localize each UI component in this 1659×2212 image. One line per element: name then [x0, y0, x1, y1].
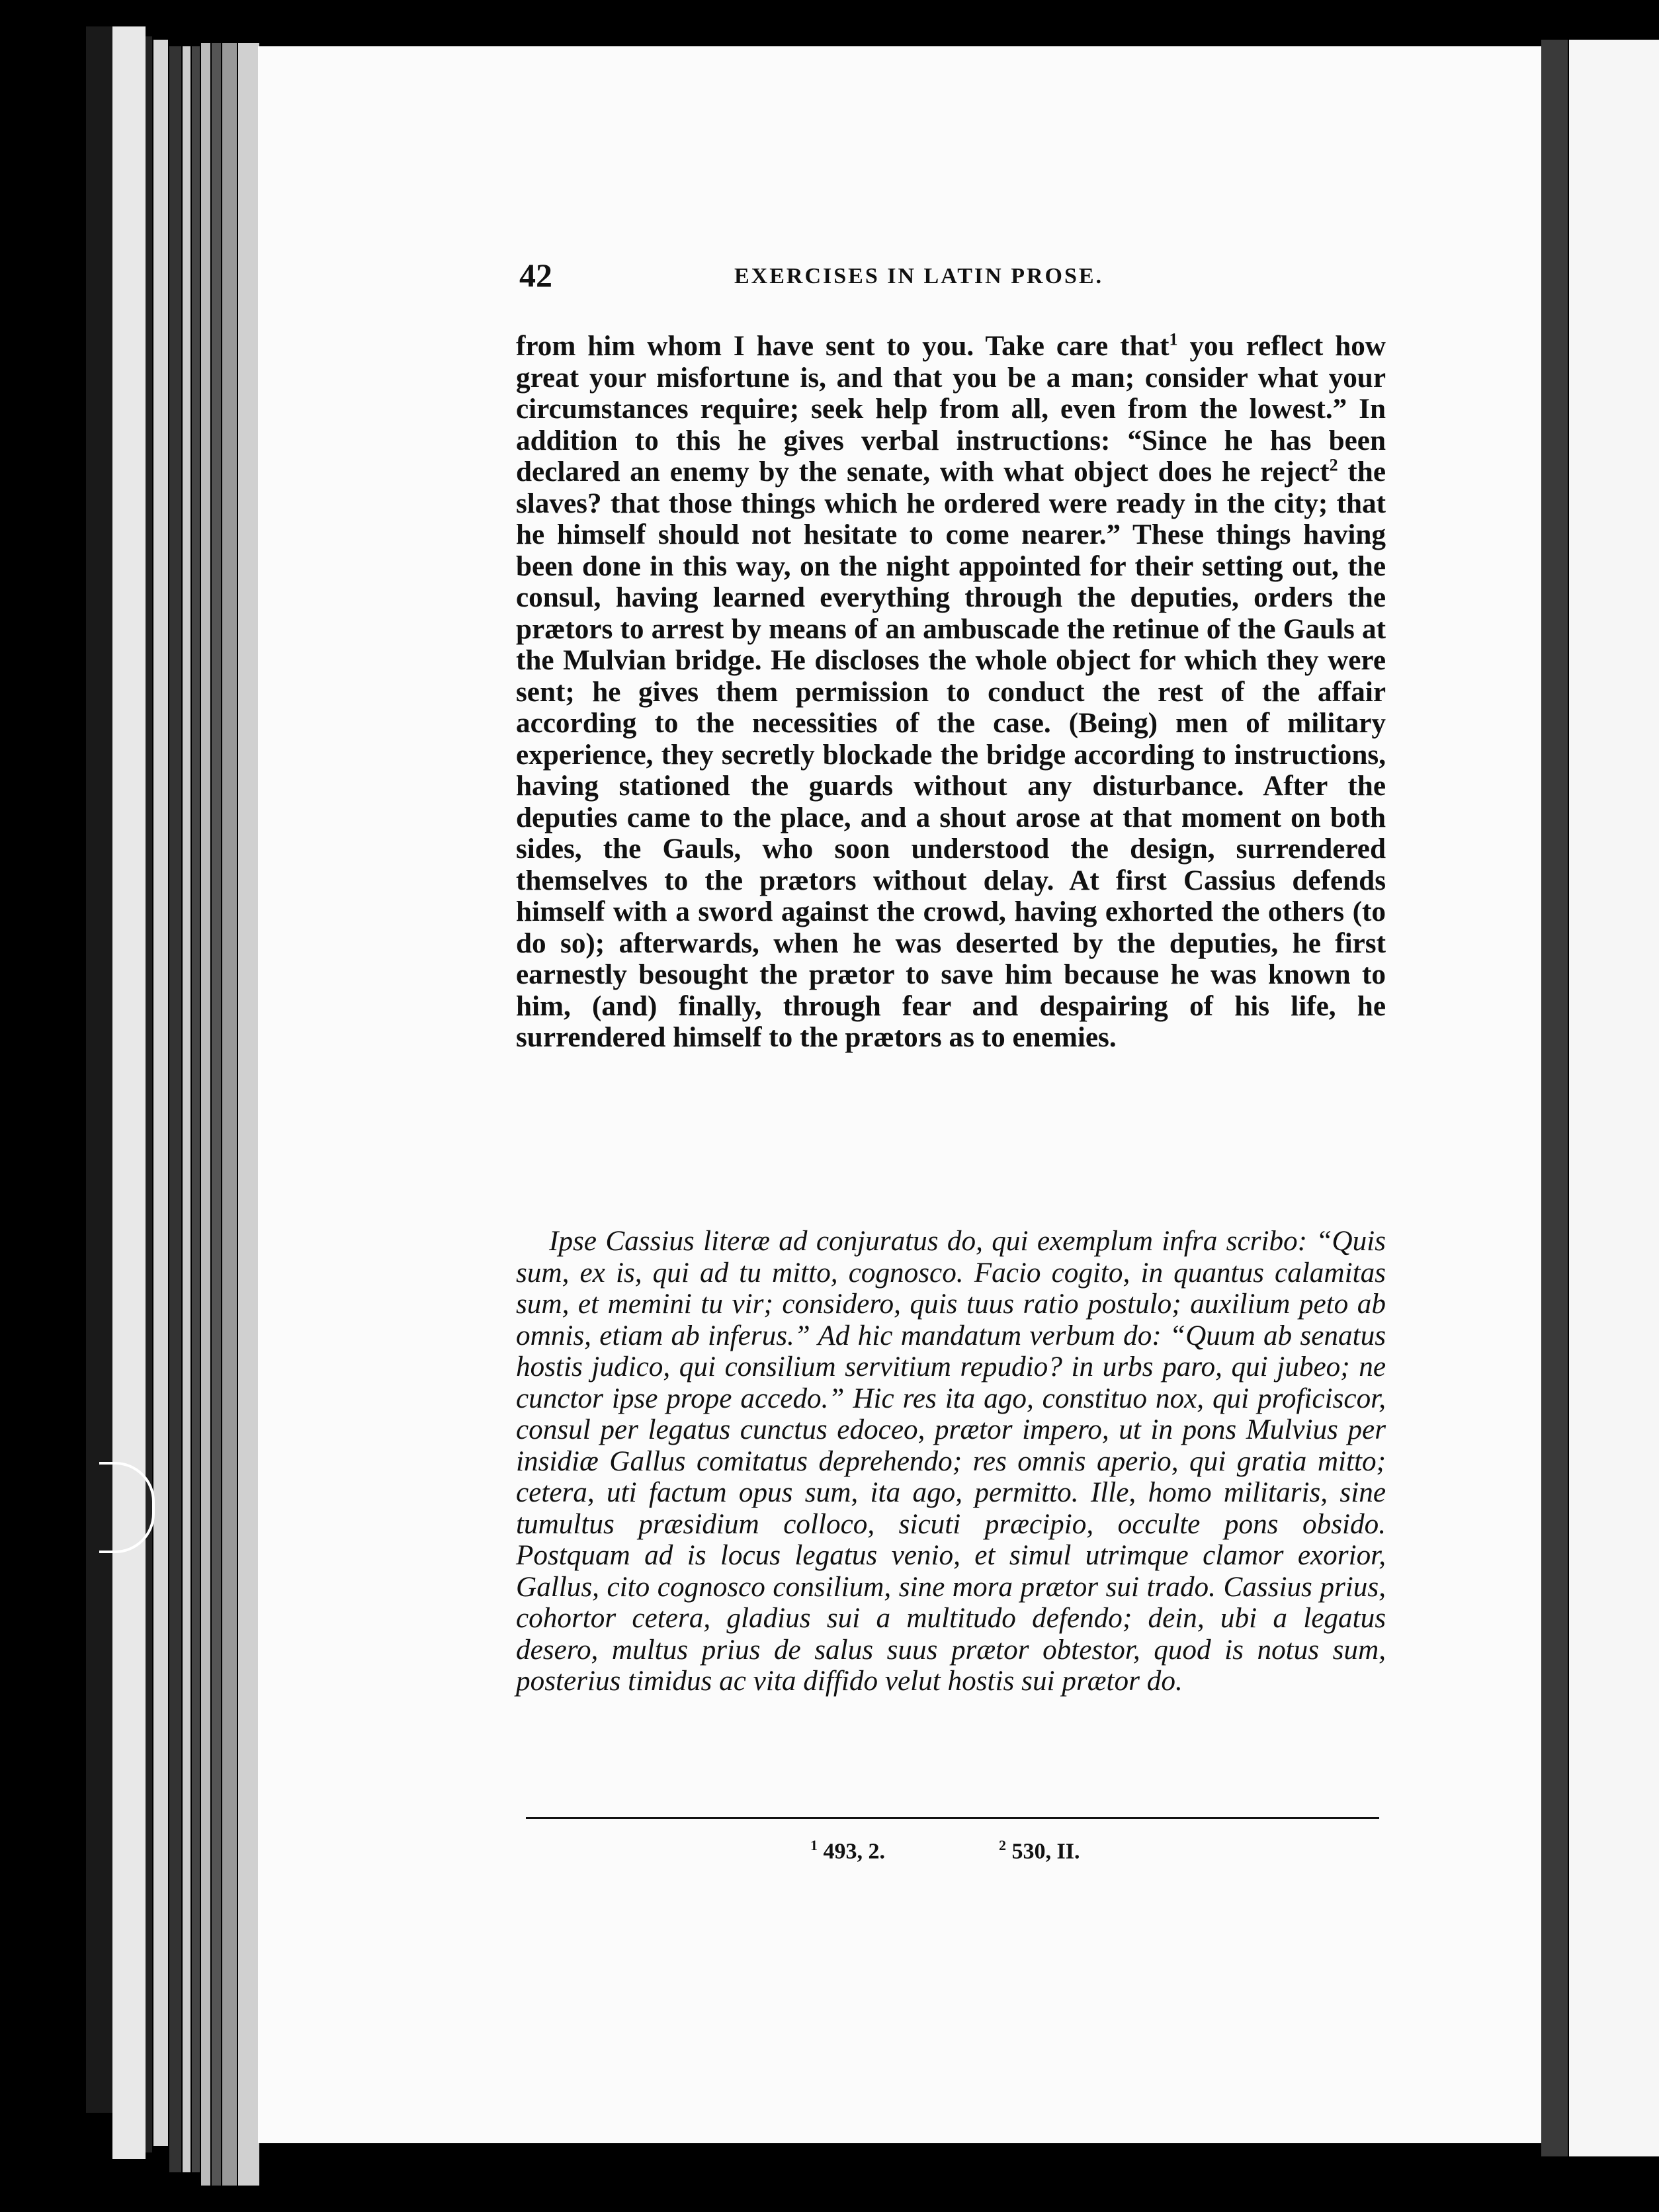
- book-edge: [201, 43, 210, 2186]
- footnotes: [810, 1837, 1207, 1870]
- footnote-text: 530, II.: [1006, 1839, 1080, 1864]
- page-number: 42: [519, 257, 552, 294]
- book-edge: [146, 36, 152, 2152]
- book-edge: [112, 26, 146, 2159]
- footnote-divider: [526, 1817, 1379, 1819]
- book-gutter: [1541, 40, 1568, 2156]
- running-head: EXERCISES IN LATIN PROSE.: [734, 264, 1104, 288]
- footnote-2: [999, 1837, 1080, 1864]
- book-edge: [183, 46, 191, 2172]
- book-edge: [222, 43, 237, 2186]
- footnote-marker: 2: [999, 1837, 1006, 1853]
- english-text-part: you reflect how great your misfortune is, and that you be a man; consider what your circumstances require; seek help from all, even from the lowest.” In addition to this he gives verbal instructions: “Since he has been declared an enemy by the senate, with what object does he reject: [516, 331, 1386, 488]
- footnote-marker: 2: [1329, 455, 1338, 475]
- book-edge: [169, 46, 181, 2172]
- book-edge: [153, 40, 168, 2146]
- footnote-1: [810, 1837, 885, 1864]
- facing-page-edge: [1569, 40, 1659, 2156]
- footnote-marker: 1: [810, 1837, 818, 1853]
- footnote-marker: 1: [1169, 329, 1178, 349]
- page-header: [519, 255, 1187, 295]
- book-edge: [192, 46, 200, 2172]
- english-passage: [516, 331, 1386, 1054]
- book-edge: [86, 26, 112, 2113]
- footnote-text: 493, 2.: [818, 1839, 885, 1864]
- book-edge: [212, 43, 221, 2186]
- english-text-part: the slaves? that those things which he ordered were ready in the city; that he himself should not hesitate to come nearer.” These things having been done in this way, on the night appointed for their setting out, the consul, having learned everything through the deputies, orders the prætors to arrest by means of an ambuscade the retinue of the Gauls at the Mulvian bridge. He discloses the whole object for which they were sent; he gives them permission to conduct the rest of the affair according to the necessities of the case. (Being) men of military experience, they secretly blockade the bridge according to instructions, having stationed the guards without any disturbance. After the deputies came to the place, and a shout arose at that moment on both sides, the Gauls, who soon understood the design, surrendered themselves to the prætors without delay. At first Cassius defends himself with a sword against the crowd, having exhorted the others (to do so); afterwards, when he was deserted by the deputies, he first earnestly besought the prætor to save him because he was known to him, (and) finally, through fear and despairing of his life, he surrendered himself to the prætors as to enemies.: [516, 456, 1386, 1053]
- latin-passage: Ipse Cassius literæ ad conjuratus do, qui exemplum infra scribo: “Quis sum, ex is, qui ad tu mitto, cognosco. Facio cogito, in quantus calamitas sum, et memini tu vir; considero, quis tuus ratio postulo; auxilium peto ab omnis, etiam ab inferus.” Ad hic mandatum verbum do: “Quum ab senatus hostis judico, qui consilium servitium repudio? in urbs paro, qui jubeo; ne cunctor ipse prope accedo.” Hic res ita ago, constituo nox, qui proficiscor, consul per legatus cunctus edoceo, prætor impero, ut in pons Mulvius per insidiæ Gallus comitatus deprehendo; res omnis aperio, qui gratia mitto; cetera, uti factum opus sum, ita ago, permitto. Ille, homo militaris, sine tumultus præsidium colloco, sicuti præcipio, occulte pons obsido. Postquam ad is locus legatus venio, et simul utrimque clamor exorior, Gallus, cito cognosco consilium, sine mora prætor sui trado. Cassius prius, cohortor cetera, gladius sui a multitudo defendo; dein, ubi a legatus desero, multus prius de salus suus prætor obtestor, quod is notus sum, posterius timidus ac vita diffido velut hostis sui prætor do.: [516, 1226, 1386, 1697]
- english-text-part: from him whom I have sent to you. Take care that: [516, 331, 1170, 362]
- book-edge: [238, 43, 259, 2186]
